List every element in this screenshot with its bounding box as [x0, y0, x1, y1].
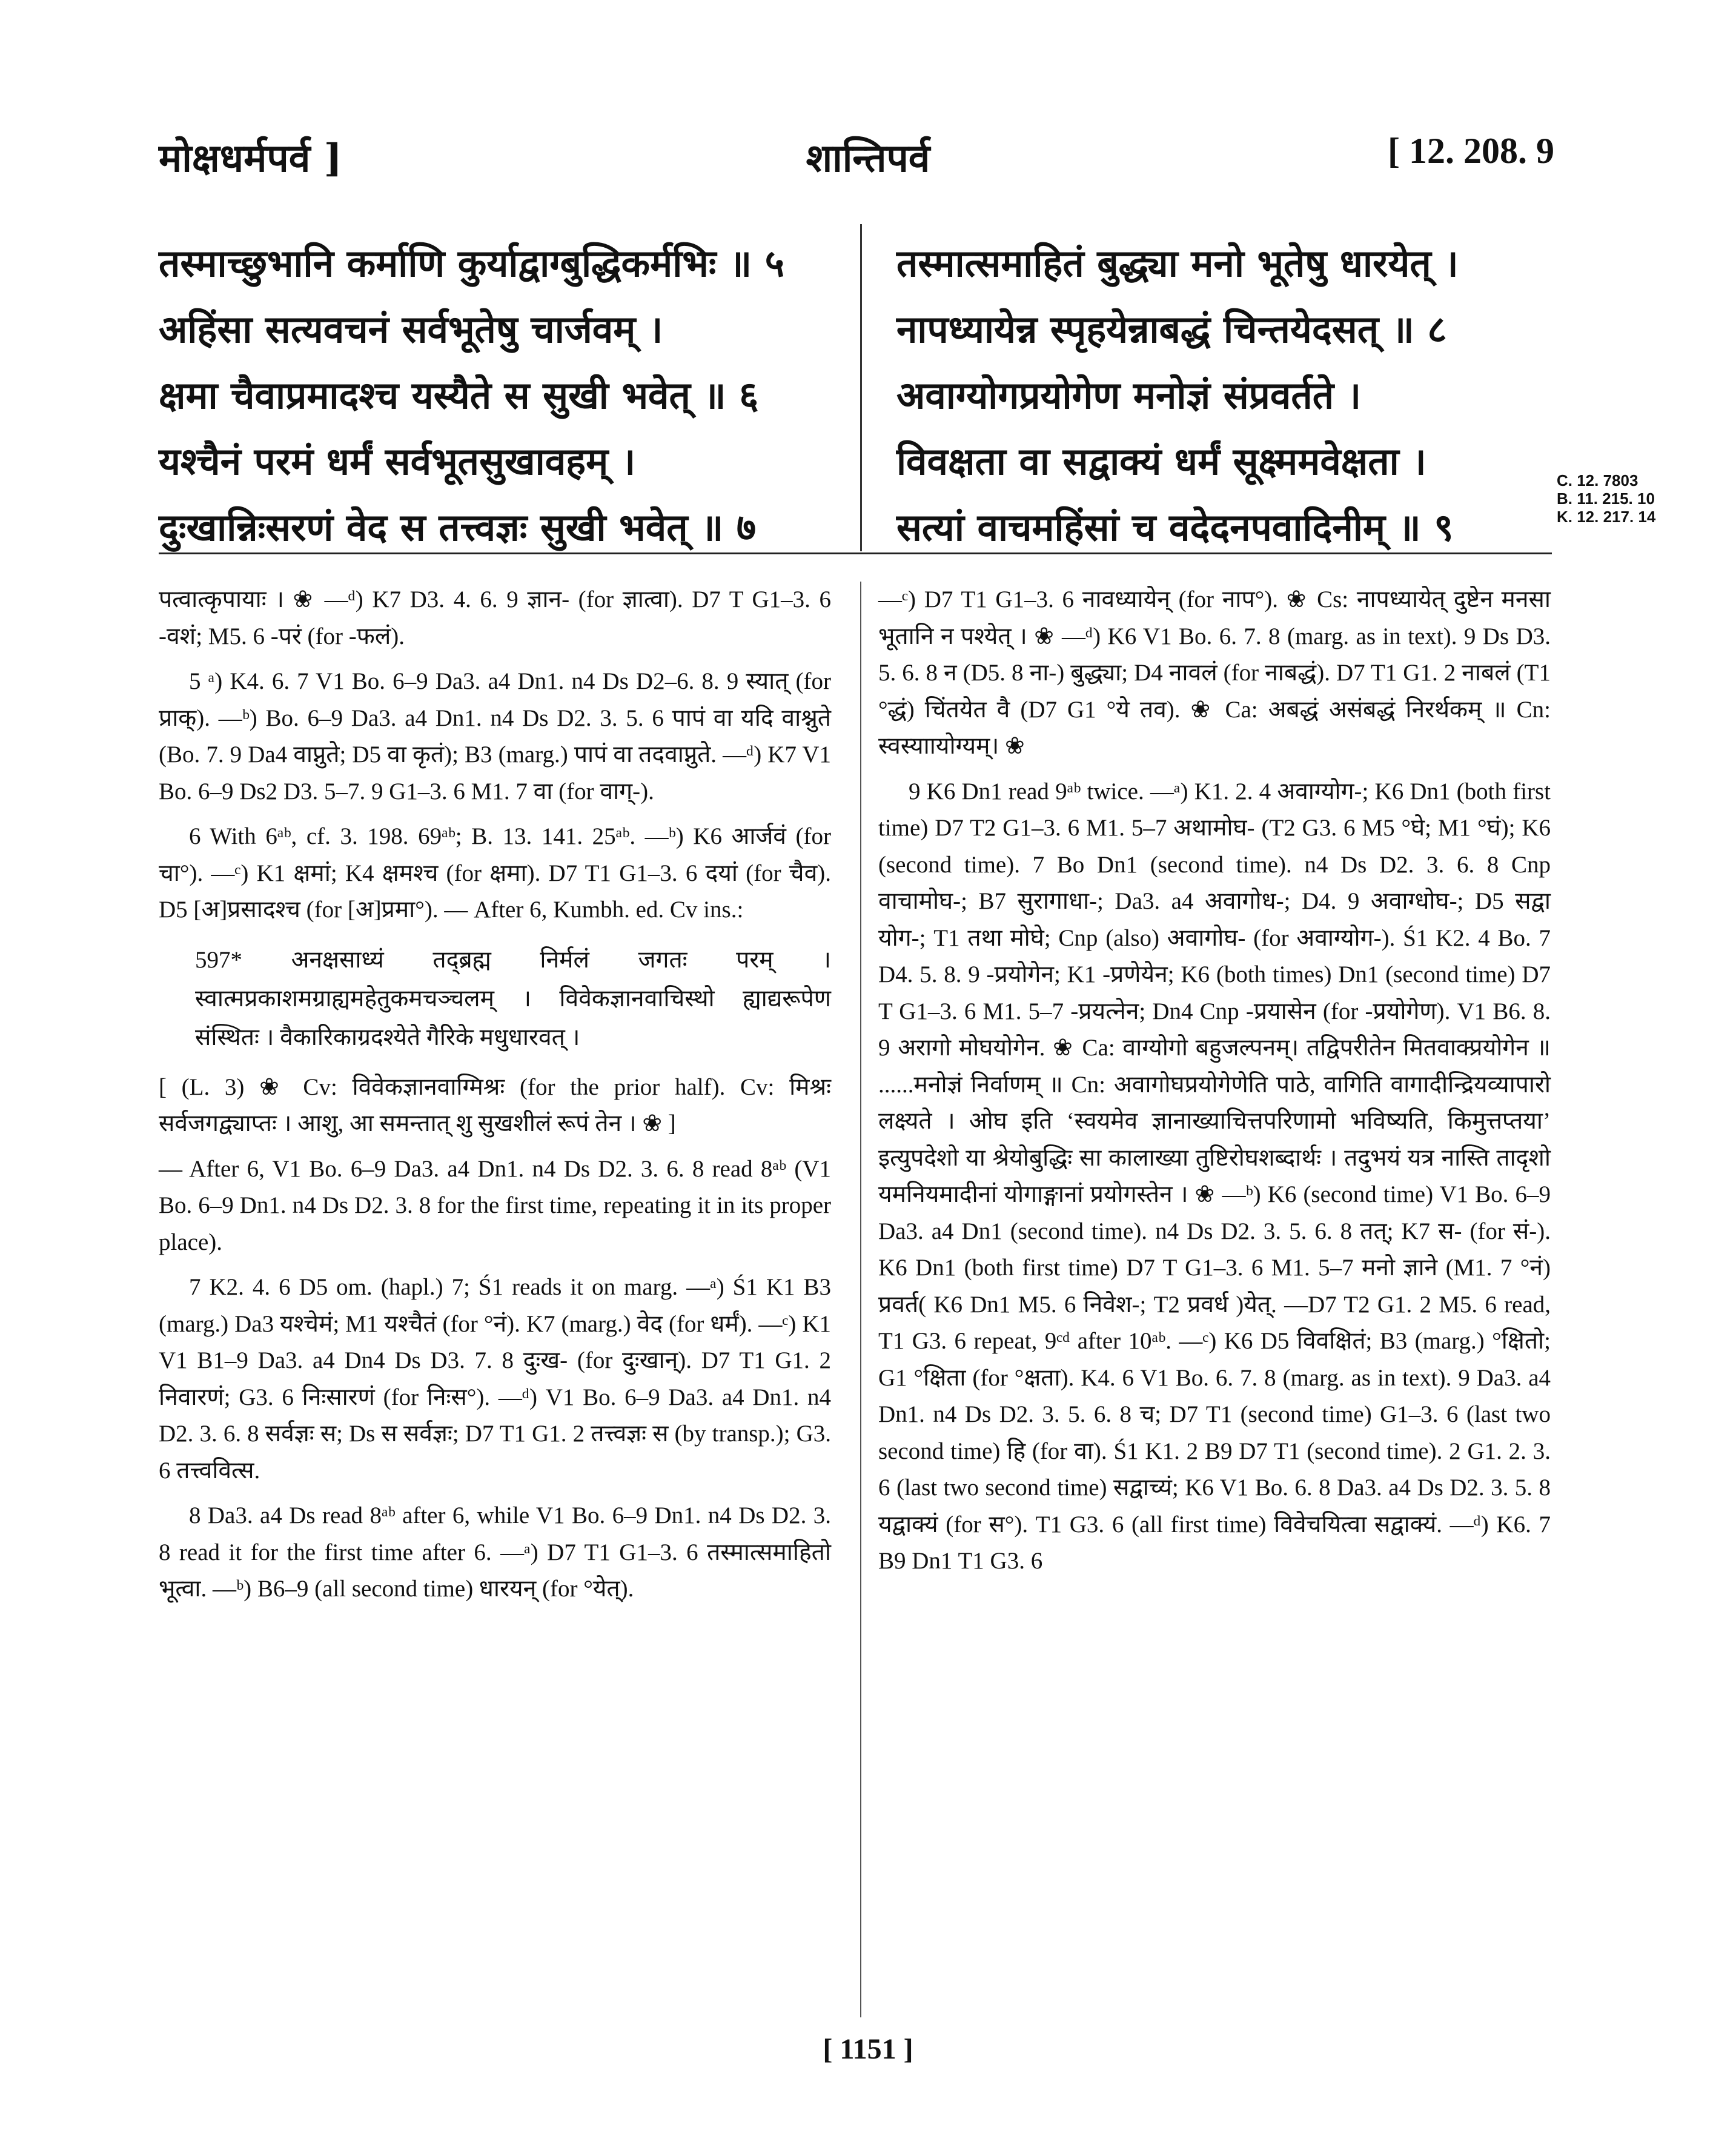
verse-column-divider: [860, 224, 862, 551]
verse-line: अवाग्योगप्रयोगेण मनोज्ञं संप्रवर्तते ।: [896, 373, 1362, 417]
margin-ref: C. 12. 7803: [1557, 471, 1638, 489]
apparatus-right-column: [878, 582, 1551, 1588]
verse-line: तस्माच्छुभानि कर्माणि कुर्याद्वाग्बुद्धिकर्मभिः ॥ ५: [159, 241, 784, 285]
apparatus-note: — After 6, V1 Bo. 6–9 Da3. a4 Dn1. n4 Ds D2. 3. 6. 8 read 8ᵃᵇ (V1 Bo. 6–9 Dn1. n4 Ds D2. 3. 8 for the first time, repeating it in its proper place).: [159, 1155, 831, 1255]
apparatus-left-column: [159, 582, 831, 1616]
verse-line: दुःखान्निःसरणं वेद स तत्त्वज्ञः सुखी भवेत् ॥ ७: [159, 505, 757, 549]
apparatus-note: 5 ᵃ) K4. 6. 7 V1 Bo. 6–9 Da3. a4 Dn1. n4 Ds D2–6. 8. 9 स्यात् (for प्राक्). —ᵇ) Bo. 6–9 Da3. a4 Dn1. n4 Ds D2. 3. 5. 6 पापं वा यदि वाश्नुते (Bo. 7. 9 Da4 वाप्नुते; D5 वा कृतं); B3 (marg.) पापं वा तदवाप्नुते. —ᵈ) K7 V1 Bo. 6–9 Ds2 D3. 5–7. 9 G1–3. 6 M1. 7 वा (for वाग्-).: [159, 668, 831, 805]
verse-line: क्षमा चैवाप्रमादश्च यस्यैते स सुखी भवेत् ॥ ६: [159, 373, 759, 417]
running-header-book: शान्तिपर्व: [806, 136, 930, 181]
verse-line: यश्चैनं परमं धर्मं सर्वभूतसुखावहम् ।: [159, 439, 636, 483]
running-header-reference: [ 12. 208. 9: [1388, 131, 1554, 171]
apparatus-note: —ᶜ) D7 T1 G1–3. 6 नावध्यायेन् (for नाप°). ❀ Cs: नापध्यायेत् दुष्टेन मनसा भूतानि न पश्येत् । ❀ —ᵈ) K6 V1 Bo. 6. 7. 8 (marg. as in text). 9 Ds D3. 5. 6. 8 न (D5. 8 ना-) बुद्ध्या; D4 नावलं (for नाबद्धं). D7 T1 G1. 2 नाबलं (T1 °द्धं) चिंतयेत वै (D7 G1 °ये तव). ❀ Ca: अबद्धं असंबद्धं निरर्थकम् ॥ Cn: स्वस्याायोग्यम्। ❀: [878, 586, 1551, 759]
verse-line: तस्मात्समाहितं बुद्ध्या मनो भूतेषु धारयेत् ।: [896, 241, 1459, 285]
verses-left-column: [159, 230, 784, 560]
apparatus-note: पत्वात्कृपायाः । ❀ —ᵈ) K7 D3. 4. 6. 9 ज्ञान- (for ज्ञात्वा). D7 T G1–3. 6 -वशं; M5. 6 -परं (for -फलं).: [159, 586, 831, 649]
verses-right-column: [896, 230, 1459, 560]
apparatus-column-divider: [860, 582, 861, 2017]
apparatus-note: [ (L. 3) ❀ Cv: विवेकज्ञानवाग्मिश्रः (for the prior half). Cv: मिश्रः सर्वजगद्व्याप्तः । आशु, आ समन्तात् शु सुखशीलं रूपं तेन । ❀ ]: [159, 1074, 831, 1137]
apparatus-note: 9 K6 Dn1 read 9ᵃᵇ twice. —ᵃ) K1. 2. 4 अवाग्योग-; K6 Dn1 (both first time) D7 T2 G1–3. 6 M1. 5–7 अथामोघ- (T2 G3. 6 M5 °घे; M1 °घं); K6 (second time). 7 Bo Dn1 (second time). n4 Ds D2. 3. 6. 8 Cnp वाचामोघ-; B7 सुरागाधा-; Da3. a4 अवागोध-; D4. 9 अवाग्धोघ-; D5 सद्वा योग-; T1 तथा मोघे; Cnp (also) अवागोघ- (for अवाग्योग-). Ś1 K2. 4 Bo. 7 D4. 5. 8. 9 -प्रयोगेन; K1 -प्रणेयेन; K6 (both times) Dn1 (second time) D7 T G1–3. 6 M1. 5–7 -प्रयत्नेन; Dn4 Cnp -प्रयासेन (for -प्रयोगेण). V1 B6. 8. 9 अरागो मोघयोगेन. ❀ Ca: वाग्योगो बहुजल्पनम्। तद्विपरीतेन मितवाक्प्रयोगेन ॥ ......मनोज्ञं निर्वाणम् ॥ Cn: अवागोघप्रयोगेणेति पाठे, वागिति वागादीन्द्रियव्यापारो लक्ष्यते । ओघ इति ‘स्वयमेव ज्ञानाख्याचित्तपरिणामो भविष्यति, किमुत्तप्तया’ इत्युपदेशो या श्रेयोबुद्धिः सा कालाख्या तुष्टिरोघशब्दार्थः । तदुभयं यत्र नास्ति तादृशो यमनियमादीनां योगाङ्गानां प्रयोगस्तेन । ❀ —ᵇ) K6 (second time) V1 Bo. 6–9 Da3. a4 Dn1 (second time). n4 Ds D2. 3. 5. 6. 8 तत्; K7 स- (for सं-). K6 Dn1 (both first time) D7 T G1–3. 6 M1. 5–7 मनो ज्ञाने (M1. 7 °नं) प्रवर्त( K6 Dn1 M5. 6 निवेश-; T2 प्रवर्ध )येत्. —D7 T2 G1. 2 M5. 6 read, T1 G3. 6 repeat, 9ᶜᵈ after 10ᵃᵇ. —ᶜ) K6 D5 विवक्षितं; B3 (marg.) °क्षितो; G1 °क्षिता (for °क्षता). K4. 6 V1 Bo. 6. 7. 8 (marg. as in text). 9 Da3. a4 Dn1. n4 Ds D2. 3. 5. 6. 8 च; D7 T1 (second time) G1–3. 6 (last two second time) हि (for वा). Ś1 K1. 2 B9 D7 T1 (second time). 2 G1. 2. 3. 6 (last two second time) सद्वाच्यं; K6 V1 Bo. 6. 8 Da3. a4 Ds D2. 3. 5. 8 यद्वाक्यं (for स°). T1 G3. 6 (all first time) विवेचयित्वा सद्वाक्यं. —ᵈ) K6. 7 B9 Dn1 T1 G3. 6: [878, 778, 1551, 1574]
page-number: [ 1151 ]: [823, 2033, 913, 2065]
apparatus-note: 6 With 6ᵃᵇ, cf. 3. 198. 69ᵃᵇ; B. 13. 141. 25ᵃᵇ. —ᵇ) K6 आर्जवं (for चा°). —ᶜ) K1 क्षमां; K4 क्षमश्च (for क्षमा). D7 T1 G1–3. 6 दयां (for चैव). D5 [अ]प्रसादश्च (for [अ]प्रमा°). — After 6, Kumbh. ed. Cv ins.:: [159, 823, 831, 923]
apparatus-note: 597* अनक्षसाध्यं तद्ब्रह्म निर्मलं जगतः परम् । स्वात्मप्रकाशमग्राह्यमहेतुकमचञ्चलम् । विवेकज्ञानवाचिस्थो ह्याद्यरूपेण संस्थितः । वैकारिकाग्रदश्येते गैरिके मधुधारवत् ।: [195, 946, 831, 1050]
verse-line: अहिंसा सत्यवचनं सर्वभूतेषु चार्जवम् ।: [159, 307, 663, 351]
text-apparatus-rule: [159, 553, 1552, 554]
running-header-section: मोक्षधर्मपर्व ]: [159, 136, 342, 181]
verse-line: नापध्यायेन्न स्पृहयेन्नाबद्धं चिन्तयेदसत् ॥ ८: [896, 307, 1447, 351]
verse-line: सत्यां वाचमहिंसां च वदेदनपवादिनीम् ॥ ९: [896, 505, 1454, 549]
margin-concordance: [1557, 471, 1655, 526]
margin-ref: B. 11. 215. 10: [1557, 489, 1655, 508]
apparatus-note: 7 K2. 4. 6 D5 om. (hapl.) 7; Ś1 reads it on marg. —ᵃ) Ś1 K1 B3 (marg.) Da3 यश्चेमं; M1 यश्चैतं (for °नं). K7 (marg.) वेद (for धर्मं). —ᶜ) K1 V1 B1–9 Da3. a4 Dn4 Ds D3. 7. 8 दुःख- (for दुःखान्). D7 T1 G1. 2 निवारणं; G3. 6 निःसारणं (for निःस°). —ᵈ) V1 Bo. 6–9 Da3. a4 Dn1. n4 D2. 3. 6. 8 सर्वज्ञः स; Ds स सर्वज्ञः; D7 T1 G1. 2 तत्त्वज्ञः स (by transp.); G3. 6 तत्त्ववित्स.: [159, 1274, 831, 1484]
apparatus-note: 8 Da3. a4 Ds read 8ᵃᵇ after 6, while V1 Bo. 6–9 Dn1. n4 Ds D2. 3. 8 read it for the first time after 6. —ᵃ) D7 T1 G1–3. 6 तस्मात्समाहितो भूत्वा. —ᵇ) B6–9 (all second time) धारयन् (for °येत्).: [159, 1502, 831, 1602]
margin-ref: K. 12. 217. 14: [1557, 508, 1656, 526]
verse-line: विवक्षता वा सद्वाक्यं धर्मं सूक्ष्ममवेक्षता ।: [896, 439, 1426, 483]
